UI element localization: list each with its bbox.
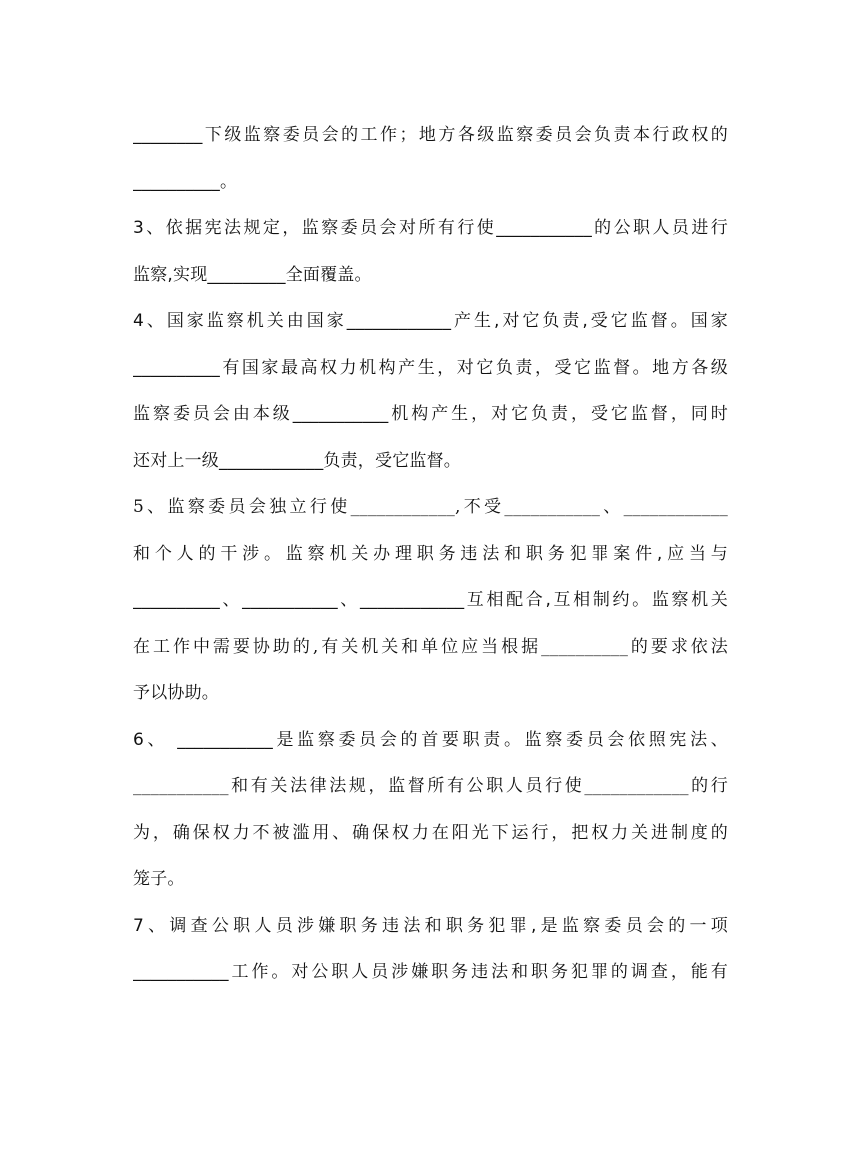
text-line: __________有国家最高权力机构产生，对它负责，受它监督。地方各级 [133, 357, 728, 378]
document-body [133, 112, 728, 996]
text-line: 笼子。 [133, 869, 185, 889]
text-line: __________。 [133, 171, 238, 192]
text-line: ___________工作。对公职人员涉嫌职务违法和职务犯罪的调查，能有 [133, 962, 728, 982]
text-line: 和个人的干涉。监察机关办理职务违法和职务犯罪案件,应当与 [133, 543, 728, 564]
question-3-line: 3、依据宪法规定，监察委员会对所有行使___________的公职人员进行 [133, 218, 728, 238]
question-4-line: 4、国家监察机关由国家____________产生,对它负责,受它监督。国家 [133, 311, 728, 331]
text-line: __________、___________、____________互相配合,互相制约。监察机关 [133, 590, 728, 610]
question-5-line: 5、监察委员会独立行使____________,不受___________、____________ [133, 497, 728, 517]
text-line: 予以协助。 [133, 683, 219, 703]
text-line: ___________和有关法律法规，监督所有公职人员行使____________的行 [133, 776, 728, 796]
question-6-line: 6、 ___________是监察委员会的首要职责。监察委员会依照宪法、 [133, 729, 728, 750]
text-line: 监察委员会由本级___________机构产生，对它负责，受它监督，同时 [133, 404, 728, 424]
text-line: 监察,实现_________全面覆盖。 [133, 264, 372, 285]
text-line: 还对上一级____________负责，受它监督。 [133, 450, 461, 471]
text-line: 在工作中需要协助的,有关机关和单位应当根据__________的要求依法 [133, 636, 728, 657]
text-line: 为，确保权力不被滥用、确保权力在阳光下运行，把权力关进制度的 [133, 822, 728, 843]
text-line: ________下级监察委员会的工作；地方各级监察委员会负责本行政权的 [133, 125, 728, 145]
question-7-line: 7、调查公职人员涉嫌职务违法和职务犯罪,是监察委员会的一项 [133, 915, 728, 936]
